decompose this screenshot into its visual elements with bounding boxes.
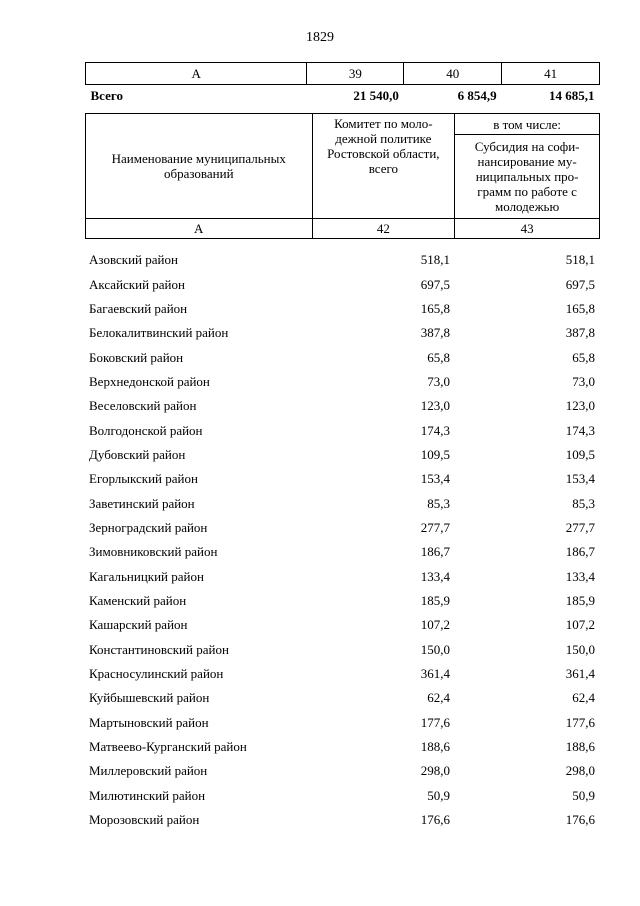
total-39: 21 540,0 <box>353 88 399 103</box>
value-43: 50,9 <box>572 787 595 803</box>
district-name: Константиновский район <box>89 641 229 657</box>
district-name: Зимовниковский район <box>89 544 218 560</box>
value-42: 62,4 <box>427 690 450 706</box>
district-name: Волгодонской район <box>89 422 203 438</box>
table-row <box>85 467 600 491</box>
col-42-header: 42 <box>312 219 455 239</box>
value-42: 153,4 <box>420 471 450 487</box>
including-label: в том числе: <box>455 114 600 135</box>
table-row <box>85 564 600 588</box>
table-row <box>85 443 600 467</box>
value-42: 174,3 <box>420 422 450 438</box>
value-42: 109,5 <box>420 446 450 462</box>
value-42: 177,6 <box>420 714 450 730</box>
value-43: 123,0 <box>565 398 595 414</box>
value-42: 176,6 <box>420 812 450 828</box>
value-43: 165,8 <box>565 300 595 316</box>
letter-cell: А <box>86 63 307 85</box>
district-name: Каменский район <box>89 592 187 608</box>
value-42: 185,9 <box>420 592 450 608</box>
value-42: 50,9 <box>427 787 450 803</box>
top-table <box>85 62 600 107</box>
district-name: Зерноградский район <box>89 519 208 535</box>
value-42: 697,5 <box>420 276 450 292</box>
value-42: 188,6 <box>420 739 450 755</box>
value-42: 123,0 <box>420 398 450 414</box>
value-43: 65,8 <box>572 349 595 365</box>
district-name: Верхнедонской район <box>89 373 210 389</box>
total-40: 6 854,9 <box>457 88 497 103</box>
value-42: 133,4 <box>420 568 450 584</box>
col-40-header: 40 <box>404 63 502 85</box>
district-name: Аксайский район <box>89 276 185 292</box>
district-name: Красносулинский район <box>89 666 224 682</box>
value-43: 361,4 <box>565 666 595 682</box>
header-table <box>85 113 600 239</box>
value-43: 697,5 <box>565 276 595 292</box>
district-name: Багаевский район <box>89 300 188 316</box>
table-row <box>85 735 600 759</box>
table-row <box>85 711 600 735</box>
district-name: Белокалитвинский район <box>89 325 229 341</box>
district-name: Кагальницкий район <box>89 568 204 584</box>
table-row <box>85 540 600 564</box>
district-name: Заветинский район <box>89 495 195 511</box>
value-43: 518,1 <box>565 252 595 268</box>
value-43: 174,3 <box>565 422 595 438</box>
col-43-header: 43 <box>455 219 600 239</box>
value-43: 150,0 <box>565 641 595 657</box>
table-row <box>85 613 600 637</box>
page-number: 1829 <box>306 30 334 45</box>
table-row <box>85 662 600 686</box>
name-column-header: Наименование муниципальных образований <box>86 114 313 219</box>
district-name: Милютинский район <box>89 787 206 803</box>
col-39-header: 39 <box>307 63 404 85</box>
table-row <box>85 248 600 272</box>
value-43: 277,7 <box>565 519 595 535</box>
table-row <box>85 345 600 369</box>
district-name: Азовский район <box>89 252 178 268</box>
subsidy-column-header: Субсидия на софи-нансирование му-ниципальных про-грамм по работе с молодежью <box>455 135 600 219</box>
value-43: 176,6 <box>565 812 595 828</box>
value-43: 73,0 <box>572 373 595 389</box>
value-43: 133,4 <box>565 568 595 584</box>
table-row <box>85 589 600 613</box>
value-42: 186,7 <box>420 544 450 560</box>
table-row <box>85 808 600 832</box>
column-number-row <box>86 219 600 239</box>
value-43: 85,3 <box>572 495 595 511</box>
value-43: 185,9 <box>565 592 595 608</box>
value-42: 277,7 <box>420 519 450 535</box>
table-row <box>85 394 600 418</box>
district-name: Куйбышевский район <box>89 690 210 706</box>
committee-column-header: Комитет по моло-дежной политике Ростовской области, всего <box>312 114 455 219</box>
district-name: Боковский район <box>89 349 184 365</box>
value-42: 150,0 <box>420 641 450 657</box>
value-42: 298,0 <box>420 763 450 779</box>
district-name: Веселовский район <box>89 398 197 414</box>
value-42: 107,2 <box>420 617 450 633</box>
table-row <box>85 491 600 515</box>
table-row <box>85 638 600 662</box>
value-43: 109,5 <box>565 446 595 462</box>
value-43: 153,4 <box>565 471 595 487</box>
total-label: Всего <box>90 88 123 103</box>
district-name: Мартыновский район <box>89 714 209 730</box>
table-row <box>85 686 600 710</box>
district-name: Матвеево-Курганский район <box>89 739 247 755</box>
table-row <box>85 418 600 442</box>
district-name: Дубовский район <box>89 446 186 462</box>
table-row <box>85 272 600 296</box>
district-name: Миллеровский район <box>89 763 208 779</box>
value-43: 107,2 <box>565 617 595 633</box>
value-43: 298,0 <box>565 763 595 779</box>
top-table-letters-row <box>86 63 600 85</box>
table-row <box>85 370 600 394</box>
col-41-header: 41 <box>502 63 600 85</box>
value-42: 73,0 <box>427 373 450 389</box>
district-name: Егорлыкский район <box>89 471 198 487</box>
value-43: 387,8 <box>565 325 595 341</box>
value-43: 186,7 <box>565 544 595 560</box>
table-row <box>85 784 600 808</box>
district-name: Морозовский район <box>89 812 200 828</box>
table-row <box>85 321 600 345</box>
table-row <box>85 516 600 540</box>
value-42: 65,8 <box>427 349 450 365</box>
total-41: 14 685,1 <box>549 88 595 103</box>
value-43: 188,6 <box>565 739 595 755</box>
value-42: 361,4 <box>420 666 450 682</box>
table-row <box>85 297 600 321</box>
value-43: 177,6 <box>565 714 595 730</box>
value-42: 387,8 <box>420 325 450 341</box>
value-42: 85,3 <box>427 495 450 511</box>
table-row <box>85 759 600 783</box>
data-table <box>85 248 600 832</box>
value-42: 165,8 <box>420 300 450 316</box>
total-row <box>86 85 600 108</box>
district-name: Кашарский район <box>89 617 188 633</box>
value-42: 518,1 <box>420 252 450 268</box>
value-43: 62,4 <box>572 690 595 706</box>
letter-cell: А <box>86 219 313 239</box>
